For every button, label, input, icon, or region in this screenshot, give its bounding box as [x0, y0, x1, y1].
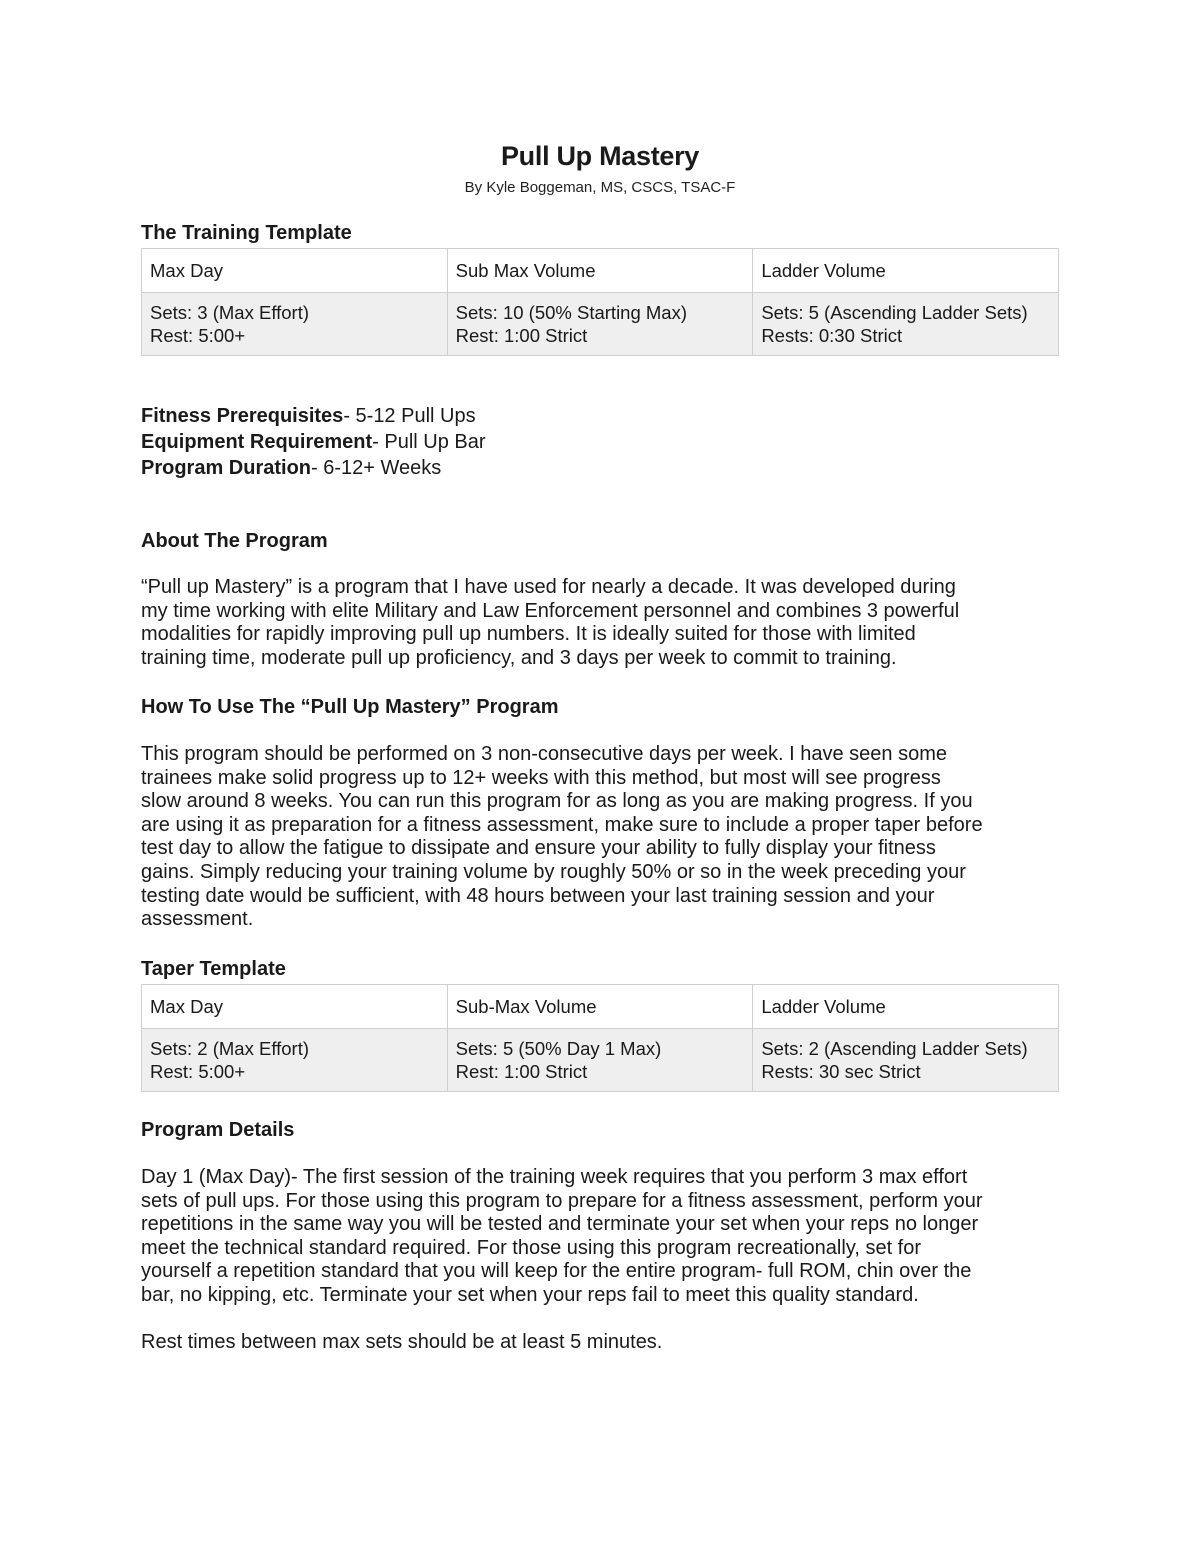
taper-template-table [141, 984, 1059, 1092]
about-paragraph [141, 576, 1059, 670]
sets-text: Sets: 3 (Max Effort) [150, 302, 310, 323]
training-template-heading: The Training Template [141, 222, 352, 244]
equipment-requirement [141, 431, 486, 454]
table-cell [753, 1029, 1059, 1092]
table-header-cell: Ladder Volume [753, 985, 1059, 1029]
rest-text: Rest: 5:00+ [150, 325, 246, 346]
paragraph-line: This program should be performed on 3 non-consecutive days per week. I have seen some [141, 743, 947, 765]
table-header-cell: Max Day [142, 249, 448, 293]
paragraph-line: repetitions in the same way you will be tested and terminate your set when your reps no longer [141, 1213, 979, 1236]
rest-text: Rest: 1:00 Strict [455, 325, 588, 346]
sets-text: Sets: 5 (50% Day 1 Max) [455, 1038, 662, 1059]
requirement-label: Equipment Requirement [141, 431, 373, 453]
paragraph-line: test day to allow the fatigue to dissipate and ensure your ability to fully display your fitness [141, 837, 936, 860]
rest-text: Rest: 1:00 Strict [455, 1061, 588, 1082]
paragraph-line: bar, no kipping, etc. Terminate your set when your reps fail to meet this quality standard. [141, 1283, 919, 1306]
paragraph-line: are using it as preparation for a fitness assessment, make sure to include a proper taper before [141, 813, 983, 836]
table-header-cell: Sub Max Volume [447, 249, 753, 293]
paragraph-line: sets of pull ups. For those using this program to prepare for a fitness assessment, perform your [141, 1189, 983, 1212]
rest-text: Rests: 0:30 Strict [761, 325, 903, 346]
paragraph-line: gains. Simply reducing your training volume by roughly 50% or so in the week preceding your [141, 860, 966, 883]
paragraph-line: testing date would be sufficient, with 48 hours between your last training session and your [141, 884, 935, 907]
paragraph-line: trainees make solid progress up to 12+ weeks with this method, but most will see progress [141, 766, 941, 789]
table-header-cell: Max Day [142, 985, 448, 1029]
paragraph-line: training time, moderate pull up proficiency, and 3 days per week to commit to training. [141, 646, 897, 669]
paragraph-line: assessment. [141, 908, 254, 931]
paragraph-line: Day 1 (Max Day)- The first session of the training week requires that you perform 3 max effort [141, 1166, 968, 1188]
sets-text: Sets: 5 (Ascending Ladder Sets) [761, 302, 1028, 323]
page-title: Pull Up Mastery [500, 141, 700, 171]
table-header-cell: Sub-Max Volume [447, 985, 753, 1029]
paragraph-line: slow around 8 weeks. You can run this program for as long as you are making progress. If you [141, 790, 973, 813]
rest-text: Rest: 5:00+ [150, 1061, 246, 1082]
sets-text: Sets: 2 (Max Effort) [150, 1038, 310, 1059]
requirement-value: - 5-12 Pull Ups [343, 405, 476, 427]
table-row [142, 1029, 1059, 1092]
table-cell [142, 293, 448, 356]
table-cell [447, 293, 753, 356]
rest-text: Rests: 30 sec Strict [761, 1061, 921, 1082]
paragraph-line: meet the technical standard required. For those using this program recreationally, set for [141, 1236, 922, 1259]
rest-note: Rest times between max sets should be at least 5 minutes. [141, 1331, 663, 1353]
fitness-prerequisites [141, 405, 476, 428]
sets-text: Sets: 10 (50% Starting Max) [455, 302, 688, 323]
table-header-row [142, 985, 1059, 1029]
table-cell [447, 1029, 753, 1092]
table-header-cell: Ladder Volume [753, 249, 1059, 293]
paragraph-line: “Pull up Mastery” is a program that I have used for nearly a decade. It was developed during [141, 576, 956, 598]
table-header-row [142, 249, 1059, 293]
paragraph-line: my time working with elite Military and Law Enforcement personnel and combines 3 powerful [141, 599, 960, 622]
requirement-value: - 6-12+ Weeks [311, 457, 442, 479]
how-to-heading: How To Use The “Pull Up Mastery” Program [141, 696, 559, 718]
program-details-heading: Program Details [141, 1119, 295, 1141]
how-to-paragraph [141, 743, 1059, 932]
table-row [142, 293, 1059, 356]
sets-text: Sets: 2 (Ascending Ladder Sets) [761, 1038, 1028, 1059]
program-details-paragraph [141, 1166, 1059, 1308]
paragraph-line: yourself a repetition standard that you will keep for the entire program- full ROM, chin over the [141, 1260, 972, 1283]
training-template-table [141, 248, 1059, 356]
requirement-label: Fitness Prerequisites [141, 405, 344, 427]
author-byline: By Kyle Boggeman, MS, CSCS, TSAC-F [464, 179, 736, 196]
about-heading: About The Program [141, 530, 328, 552]
table-cell [142, 1029, 448, 1092]
requirement-label: Program Duration [141, 457, 312, 479]
table-cell [753, 293, 1059, 356]
program-duration [141, 457, 441, 480]
requirement-value: - Pull Up Bar [372, 431, 486, 453]
taper-template-heading: Taper Template [141, 958, 286, 980]
paragraph-line: modalities for rapidly improving pull up numbers. It is ideally suited for those with limited [141, 623, 916, 646]
